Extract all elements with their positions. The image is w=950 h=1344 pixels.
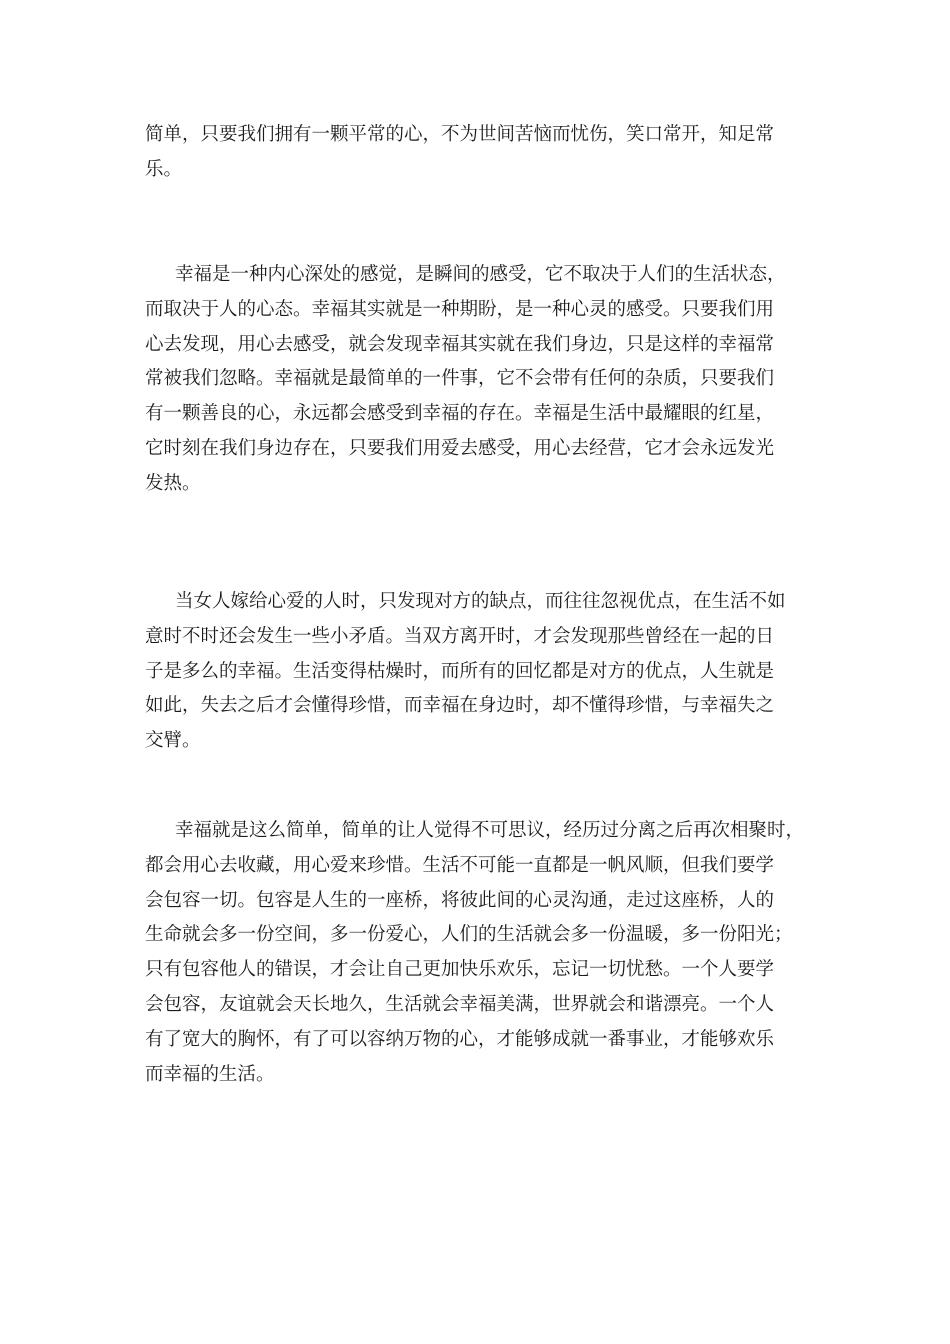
text-line: 生命就会多一份空间，多一份爱心，人们的生活就会多一份温暖，多一份阳光； bbox=[145, 924, 793, 946]
text-line: 简单，只要我们拥有一颗平常的心，不为世间苦恼而忧伤，笑口常开，知足常 bbox=[145, 124, 775, 145]
text-line: 只有包容他人的错误，才会让自己更加快乐欢乐，忘记一切忧愁。一个人要学 bbox=[145, 959, 775, 981]
text-line: 而幸福的生活。 bbox=[145, 1063, 275, 1085]
text-line: 乐。 bbox=[145, 158, 183, 180]
text-line: 交臂。 bbox=[145, 730, 201, 752]
text-line: 子是多么的幸福。生活变得枯燥时，而所有的回忆都是对方的优点，人生就是 bbox=[145, 660, 775, 682]
text-line: 它时刻在我们身边存在，只要我们用爱去感受，用心去经营，它才会永远发光 bbox=[145, 437, 775, 459]
text-line: 意时不时还会发生一些小矛盾。当双方离开时，才会发现那些曾经在一起的日 bbox=[145, 625, 775, 647]
text-line: 有一颗善良的心，永远都会感受到幸福的存在。幸福是生活中最耀眼的红星， bbox=[145, 403, 775, 425]
text-line: 发热。 bbox=[145, 472, 201, 494]
text-line: 心去发现，用心去感受，就会发现幸福其实就在我们身边，只是这样的幸福常 bbox=[145, 333, 775, 355]
paragraph-happiness-feeling bbox=[145, 258, 815, 502]
text-line: 当女人嫁给心爱的人时，只发现对方的缺点，而往往忽视优点，在生活不如 bbox=[175, 591, 786, 612]
text-line: 而取决于人的心态。幸福其实就是一种期盼，是一种心灵的感受。只要我们用 bbox=[145, 298, 775, 320]
paragraph-marriage bbox=[145, 585, 815, 759]
text-line: 常被我们忽略。幸福就是最简单的一件事，它不会带有任何的杂质，只要我们 bbox=[145, 368, 775, 390]
text-line: 会包容一切。包容是人生的一座桥，将彼此间的心灵沟通，走过这座桥，人的 bbox=[145, 889, 775, 911]
text-line: 有了宽大的胸怀，有了可以容纳万物的心，才能够成就一番事业，才能够欢乐 bbox=[145, 1028, 775, 1050]
text-line: 幸福是一种内心深处的感觉，是瞬间的感受，它不取决于人们的生活状态， bbox=[175, 264, 786, 285]
paragraph-continuation bbox=[145, 118, 815, 188]
text-line: 幸福就是这么简单，简单的让人觉得不可思议，经历过分离之后再次相聚时， bbox=[175, 820, 805, 841]
text-line: 会包容，友谊就会天长地久，生活就会幸福美满，世界就会和谐漂亮。一个人 bbox=[145, 993, 775, 1015]
text-line: 都会用心去收藏，用心爱来珍惜。生活不可能一直都是一帆风顺，但我们要学 bbox=[145, 854, 775, 876]
text-line: 如此，失去之后才会懂得珍惜，而幸福在身边时，却不懂得珍惜，与幸福失之 bbox=[145, 695, 775, 717]
paragraph-tolerance bbox=[145, 814, 815, 1092]
